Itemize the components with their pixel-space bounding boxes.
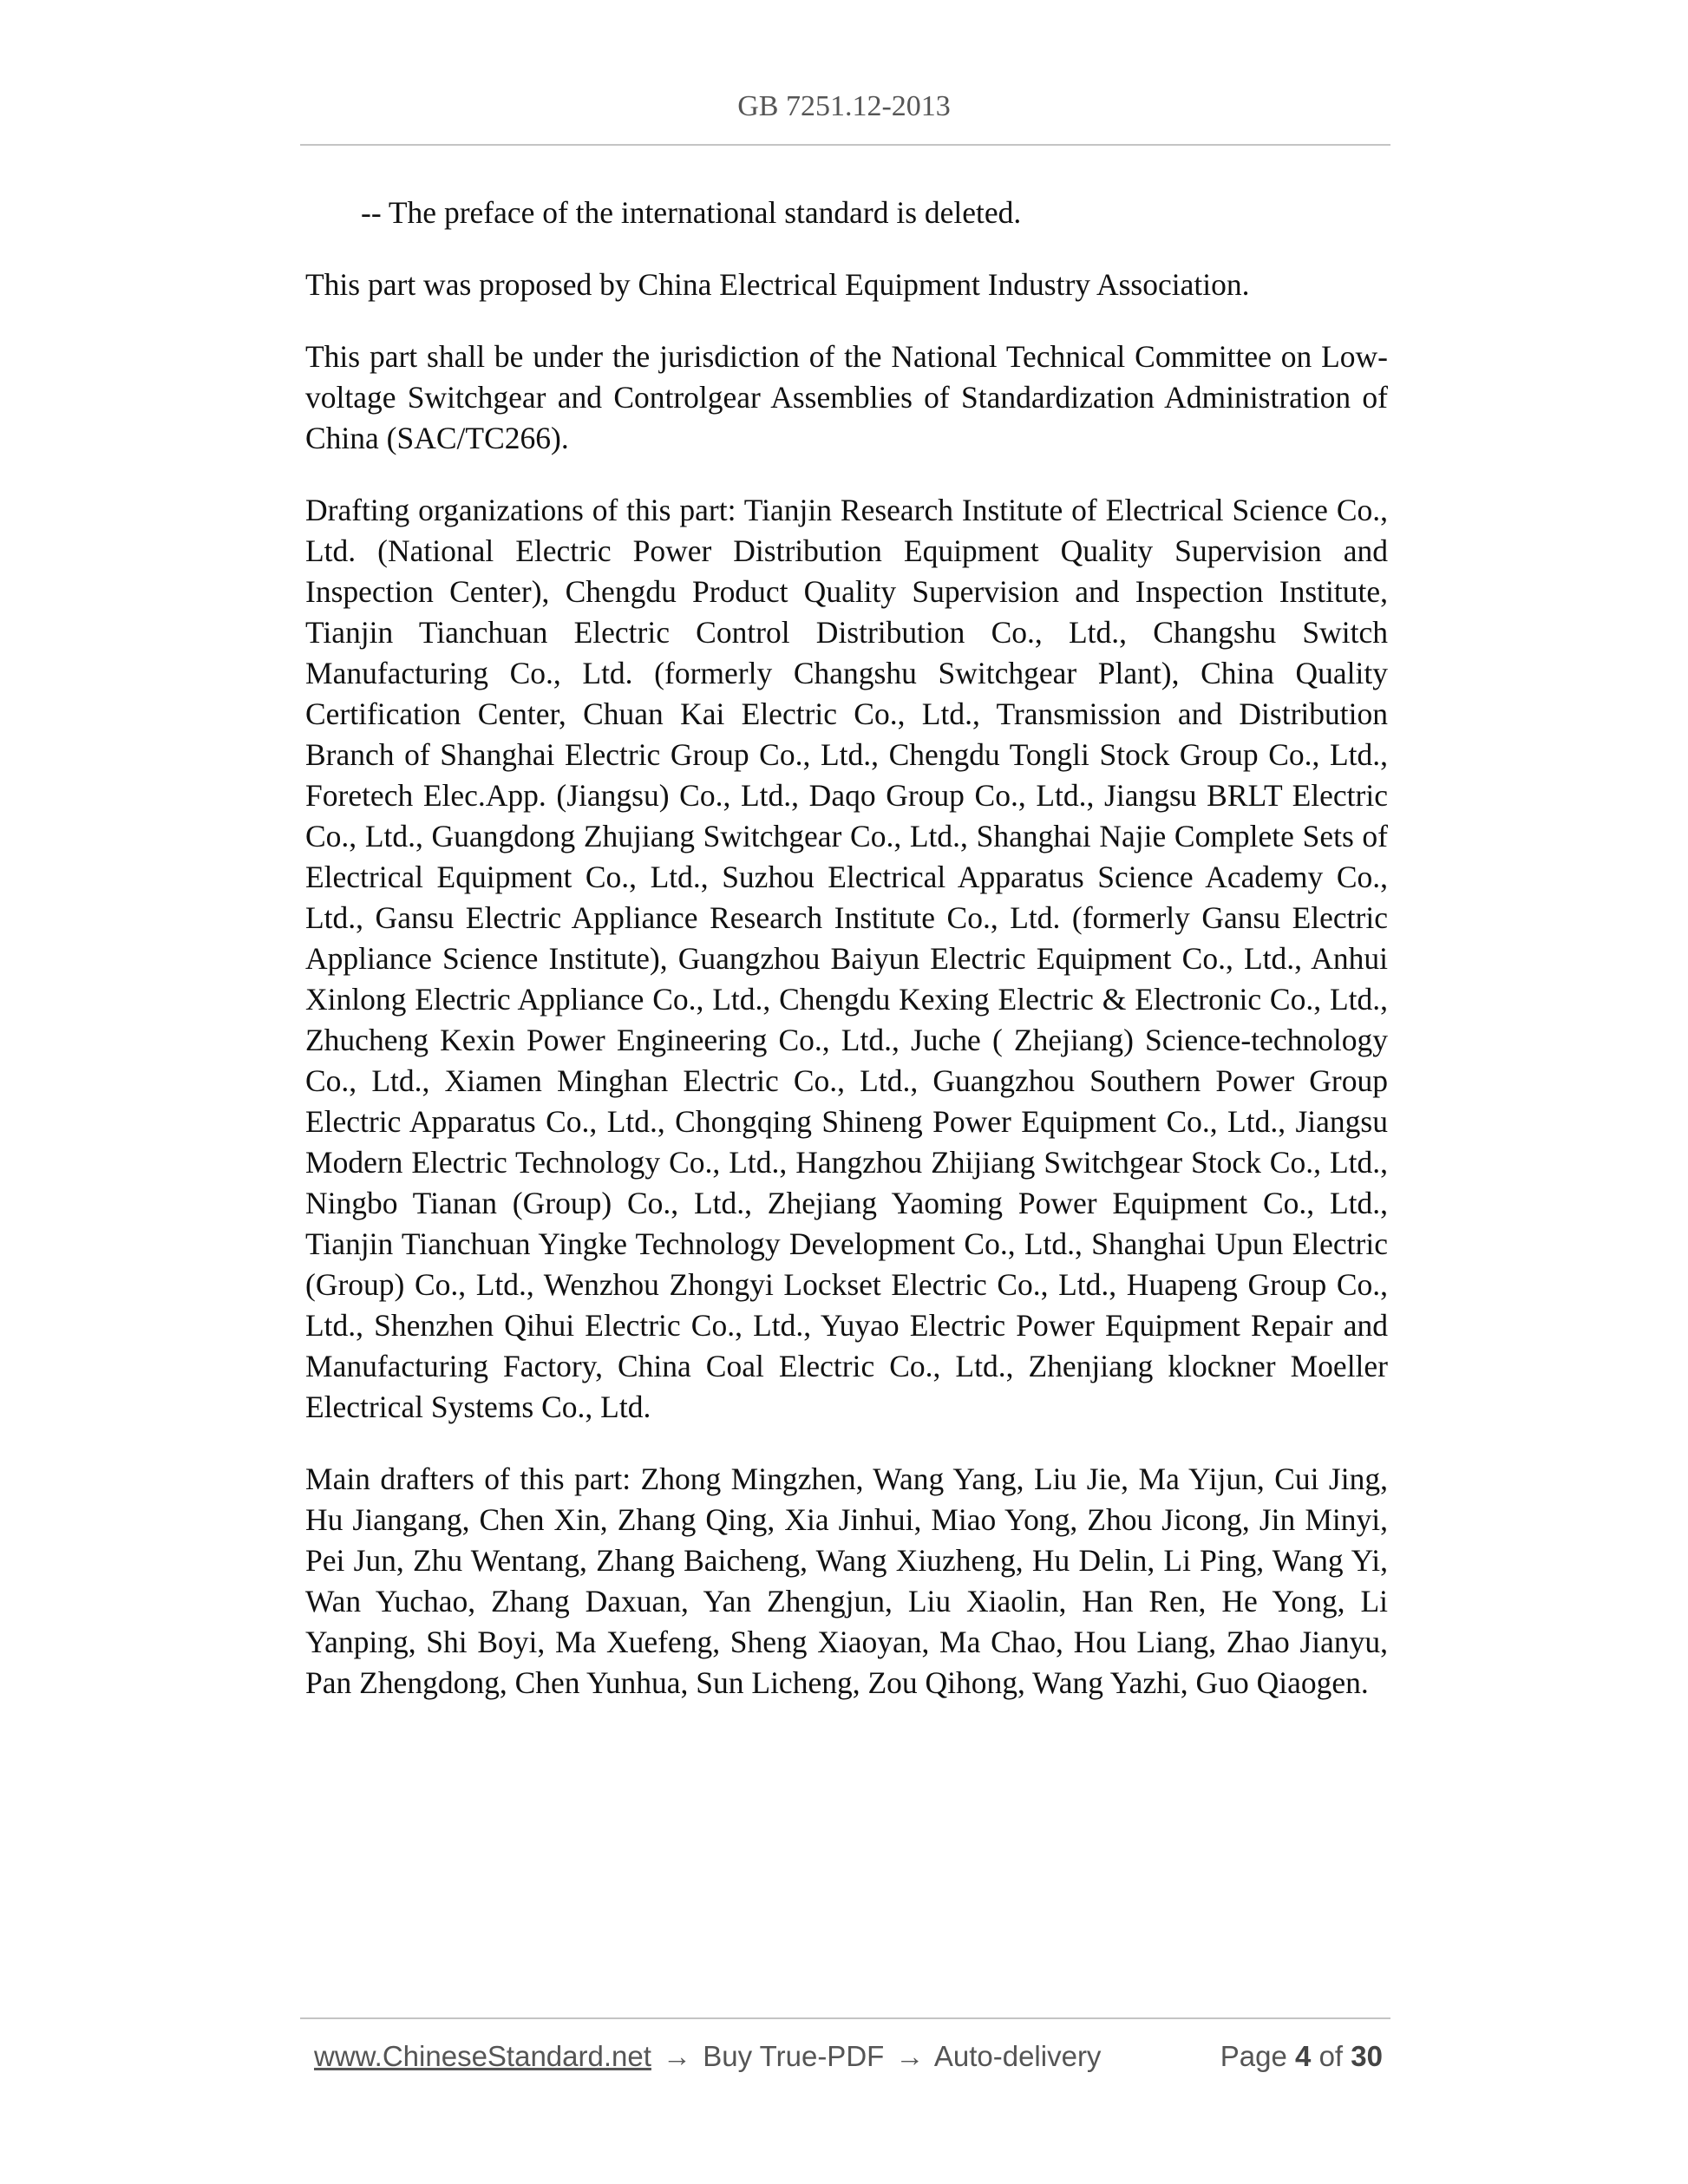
page-total: 30 <box>1351 2040 1383 2072</box>
arrow-right-icon: → <box>663 2040 692 2072</box>
header-divider <box>300 144 1390 146</box>
page-word: Page <box>1220 2040 1287 2072</box>
auto-delivery-text: Auto-delivery <box>933 2040 1102 2072</box>
page-indicator <box>1220 2040 1383 2073</box>
arrow-right-icon: → <box>895 2040 925 2072</box>
footer-divider <box>300 2017 1390 2019</box>
paragraph-main-drafters: Main drafters of this part: Zhong Mingzhen, Wang Yang, Liu Jie, Ma Yijun, Cui Jing, Hu Jiangang, Chen Xin, Zhang Qing, Xia Jinhui, Miao Yong, Zhou Jicong, Jin Minyi, Pei Jun, Zhu Wentang, Zhang Baicheng, Wang Xiuzheng, Hu Delin, Li Ping, Wang Yi, Wan Yuchao, Zhang Daxuan, Yan Zhengjun, Liu Xiaolin, Han Ren, He Yong, Li Yanping, Shi Boyi, Ma Xuefeng, Sheng Xiaoyan, Ma Chao, Hou Liang, Zhao Jianyu, Pan Zhengdong, Chen Yunhua, Sun Licheng, Zou Qihong, Wang Yazhi, Guo Qiaogen. <box>305 1461 1388 1700</box>
of-word: of <box>1318 2040 1344 2072</box>
paragraph-jurisdiction: This part shall be under the jurisdiction of the National Technical Committee on Low-voltage Switchgear and Controlgear Assemblies of Standardization Administration of China (SAC/TC266). <box>305 339 1388 455</box>
footer-links <box>314 2040 1101 2073</box>
paragraph-proposed-by: This part was proposed by China Electrical Equipment Industry Association. <box>305 267 1250 302</box>
paragraph-preface-note: -- The preface of the international standard is deleted. <box>361 195 1022 230</box>
page-header-doc-id: GB 7251.12-2013 <box>737 90 951 122</box>
chinesestandard-link[interactable]: www.ChineseStandard.net <box>314 2040 651 2072</box>
document-body <box>305 193 1388 1735</box>
page-current: 4 <box>1295 2040 1312 2072</box>
paragraph-drafting-organizations: Drafting organizations of this part: Tianjin Research Institute of Electrical Science Co., Ltd. (National Electric Power Distribution Equipment Quality Supervision and Inspection Center), Chengdu Product Quality Supervision and Inspection Institute, Tianjin Tianchuan Electric Control Distribution Co., Ltd., Changshu Switch Manufacturing Co., Ltd. (formerly Changshu Switchgear Plant), China Quality Certification Center, Chuan Kai Electric Co., Ltd., Transmission and Distribution Branch of Shanghai Electric Group Co., Ltd., Chengdu Tongli Stock Group Co., Ltd., Foretech Elec.App. (Jiangsu) Co., Ltd., Daqo Group Co., Ltd., Jiangsu BRLT Electric Co., Ltd., Guangdong Zhujiang Switchgear Co., Ltd., Shanghai Najie Complete Sets of Electrical Equipment Co., Ltd., Suzhou Electrical Apparatus Science Academy Co., Ltd., Gansu Electric Appliance Research Institute Co., Ltd. (formerly Gansu Electric Appliance Science Institute), Guangzhou Baiyun Electric Equipment Co., Ltd., Anhui Xinlong Electric Appliance Co., Ltd., Chengdu Kexing Electric & Electronic Co., Ltd., Zhucheng Kexin Power Engineering Co., Ltd., Juche ( Zhejiang) Science-technology Co., Ltd., Xiamen Minghan Electric Co., Ltd., Guangzhou Southern Power Group Electric Apparatus Co., Ltd., Chongqing Shineng Power Equipment Co., Ltd., Jiangsu Modern Electric Technology Co., Ltd., Hangzhou Zhijiang Switchgear Stock Co., Ltd., Ningbo Tianan (Group) Co., Ltd., Zhejiang Yaoming Power Equipment Co., Ltd., Tianjin Tianchuan Yingke Technology Development Co., Ltd., Shanghai Upun Electric (Group) Co., Ltd., Wenzhou Zhongyi Lockset Electric Co., Ltd., Huapeng Group Co., Ltd., Shenzhen Qihui Electric Co., Ltd., Yuyao Electric Power Equipment Repair and Manufacturing Factory, China Coal Electric Co., Ltd., Zhenjiang klockner Moeller Electrical Systems Co., Ltd. <box>305 493 1388 1424</box>
page-footer <box>314 2040 1383 2078</box>
buy-true-pdf-text: Buy True-PDF <box>703 2040 885 2072</box>
